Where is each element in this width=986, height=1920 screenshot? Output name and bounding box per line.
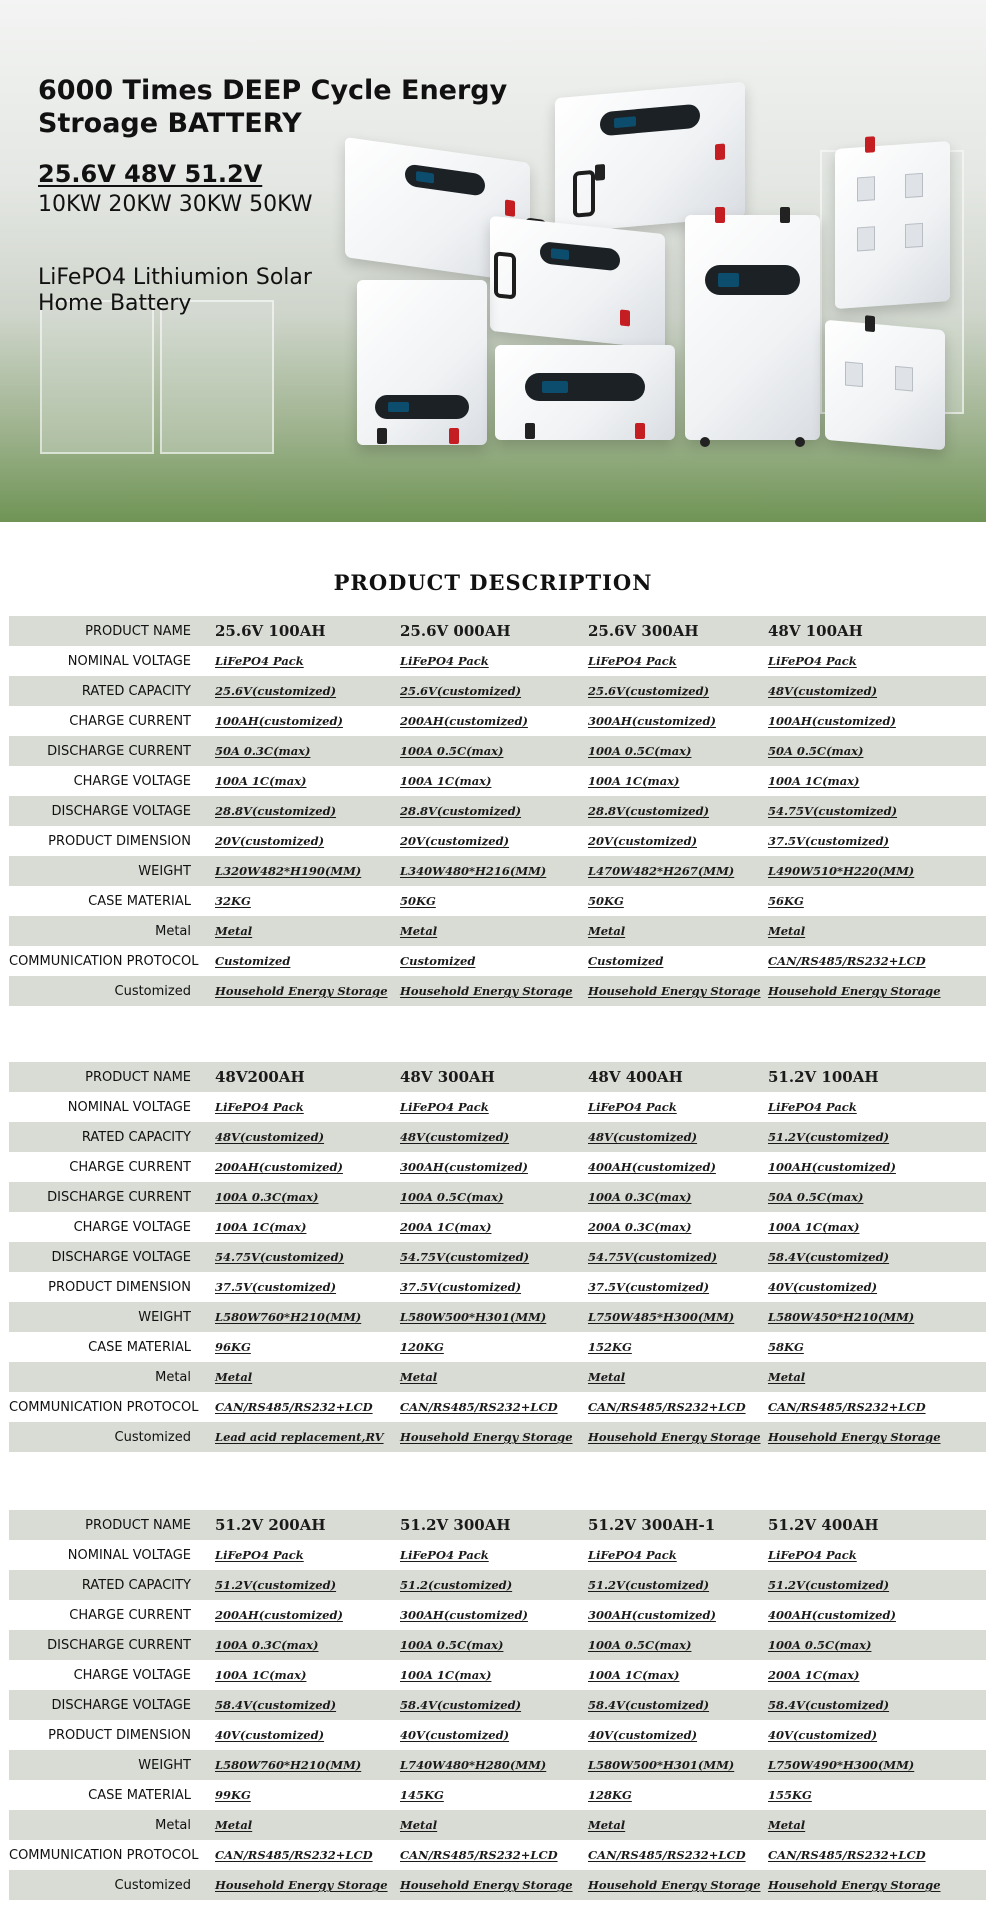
- table-row: [9, 916, 986, 946]
- spec-value-cell: 152KG: [588, 1340, 632, 1354]
- spec-value-cell: Household Energy Storage: [396, 1422, 584, 1452]
- spec-value-cell: Household Energy Storage: [396, 976, 584, 1006]
- spec-value-cell: L580W760*H210(MM): [211, 1750, 396, 1780]
- product-name-cell: 25.6V 100AH: [211, 616, 396, 646]
- terminal-black: [595, 164, 605, 181]
- row-label: RATED CAPACITY: [9, 1122, 211, 1152]
- row-label: WEIGHT: [9, 1302, 211, 1332]
- product-name-cell: 51.2V 300AH: [396, 1510, 584, 1540]
- spec-value-cell: CAN/RS485/RS232+LCD: [768, 954, 926, 968]
- spec-value-cell: 37.5V(customized): [215, 1280, 337, 1294]
- table-row: [9, 736, 986, 766]
- battery-vent: [895, 366, 913, 392]
- spec-value-cell: L580W760*H210(MM): [211, 1302, 396, 1332]
- spec-value-cell: 100A 0.5C(max): [396, 1182, 584, 1212]
- table-row: [9, 1092, 986, 1122]
- spec-value-cell: 54.75V(customized): [211, 1242, 396, 1272]
- row-label: RATED CAPACITY: [9, 676, 211, 706]
- spec-value-cell: Household Energy Storage: [396, 1870, 584, 1900]
- spec-value-cell: 300AH(customized): [588, 714, 716, 728]
- spec-value-cell: 145KG: [400, 1788, 444, 1802]
- spec-value-cell: 40V(customized): [400, 1728, 510, 1742]
- terminal-red: [635, 423, 645, 439]
- spec-value-cell: 200AH(customized): [215, 1160, 343, 1174]
- table-row: [9, 1212, 986, 1242]
- battery-image: [490, 216, 665, 349]
- spec-value-cell: 50A 0.5C(max): [764, 1182, 986, 1212]
- spec-value-cell: L320W482*H190(MM): [211, 856, 396, 886]
- battery-image: [825, 320, 945, 450]
- spec-value-cell: 200A 1C(max): [400, 1220, 492, 1234]
- spec-value-cell: L580W500*H301(MM): [584, 1750, 764, 1780]
- terminal-red: [715, 207, 725, 223]
- spec-value-cell: Household Energy Storage: [211, 1870, 396, 1900]
- hero-title: 6000 Times DEEP Cycle Energy Stroage BATTERY: [38, 75, 508, 139]
- spec-value-cell: 28.8V(customized): [584, 796, 764, 826]
- spec-value-cell: 100A 1C(max): [215, 1668, 307, 1682]
- spec-value-cell: 28.8V(customized): [396, 796, 584, 826]
- spec-value-cell: 400AH(customized): [768, 1608, 896, 1622]
- spec-value-cell: 58.4V(customized): [764, 1242, 986, 1272]
- battery-display: [600, 104, 700, 137]
- row-label: WEIGHT: [9, 1750, 211, 1780]
- spec-value-cell: 51.2V(customized): [584, 1570, 764, 1600]
- spec-value-cell: 28.8V(customized): [211, 796, 396, 826]
- table-spacer: [0, 1452, 986, 1510]
- row-label: PRODUCT DIMENSION: [48, 833, 191, 849]
- table-row: [9, 1540, 986, 1570]
- spec-value-cell: 100A 0.3C(max): [211, 1630, 396, 1660]
- row-label: DISCHARGE VOLTAGE: [9, 1690, 211, 1720]
- spec-value-cell: CAN/RS485/RS232+LCD: [588, 1400, 746, 1414]
- battery-image: [495, 345, 675, 440]
- spec-value-cell: Metal: [211, 916, 396, 946]
- spec-value-cell: 50A 0.3C(max): [211, 736, 396, 766]
- table-row: [9, 766, 986, 796]
- spec-value-cell: 37.5V(customized): [400, 1280, 522, 1294]
- table-row: [9, 976, 986, 1006]
- row-label: PRODUCT DIMENSION: [48, 1727, 191, 1743]
- spec-value-cell: Metal: [764, 916, 986, 946]
- spec-value-cell: CAN/RS485/RS232+LCD: [400, 1848, 558, 1862]
- row-label: Customized: [9, 1870, 211, 1900]
- table-row: [9, 1840, 986, 1870]
- spec-value-cell: Household Energy Storage: [584, 1422, 764, 1452]
- row-label: CHARGE CURRENT: [69, 713, 191, 729]
- section-title: PRODUCT DESCRIPTION: [333, 570, 653, 595]
- spec-value-cell: 100A 1C(max): [588, 1668, 680, 1682]
- battery-wheel: [700, 437, 710, 447]
- row-label: CHARGE VOLTAGE: [73, 1667, 191, 1683]
- row-label: DISCHARGE VOLTAGE: [9, 796, 211, 826]
- spec-table: [9, 1510, 986, 1900]
- row-label: NOMINAL VOLTAGE: [67, 1547, 191, 1563]
- table-row: [9, 1870, 986, 1900]
- spec-value-cell: 54.75V(customized): [584, 1242, 764, 1272]
- table-row: [9, 1690, 986, 1720]
- spec-value-cell: Metal: [584, 1810, 764, 1840]
- spec-value-cell: Metal: [584, 916, 764, 946]
- row-label: NOMINAL VOLTAGE: [67, 653, 191, 669]
- spec-value-cell: 100A 1C(max): [215, 774, 307, 788]
- table-row: [9, 1510, 986, 1540]
- hero-power: 10KW 20KW 30KW 50KW: [38, 192, 313, 217]
- battery-display: [375, 395, 469, 419]
- table-row: [9, 706, 986, 736]
- battery-image: [685, 215, 820, 440]
- table-row: [9, 1422, 986, 1452]
- spec-value-cell: 155KG: [768, 1788, 812, 1802]
- row-label: PRODUCT DIMENSION: [48, 1279, 191, 1295]
- battery-wheel: [795, 437, 805, 447]
- battery-vent: [845, 362, 863, 388]
- terminal-red: [505, 199, 515, 216]
- spec-value-cell: 128KG: [588, 1788, 632, 1802]
- table-row: [9, 1152, 986, 1182]
- table-row: [9, 826, 986, 856]
- table-row: [9, 1302, 986, 1332]
- spec-value-cell: Household Energy Storage: [764, 1422, 986, 1452]
- battery-display: [540, 241, 620, 271]
- table-row: [9, 1660, 986, 1690]
- spec-value-cell: LiFePO4 Pack: [588, 1100, 677, 1114]
- spec-value-cell: 400AH(customized): [588, 1160, 716, 1174]
- spec-value-cell: LiFePO4 Pack: [215, 1548, 304, 1562]
- battery-vent: [857, 226, 875, 251]
- product-name-cell: 48V 100AH: [764, 616, 986, 646]
- product-name-cell: 25.6V 300AH: [584, 616, 764, 646]
- table-row: [9, 1810, 986, 1840]
- table-row: [9, 646, 986, 676]
- table-spacer: [0, 1006, 986, 1062]
- spec-value-cell: Metal: [211, 1810, 396, 1840]
- battery-vent: [905, 223, 923, 248]
- row-label: PRODUCT NAME: [9, 616, 211, 646]
- spec-value-cell: Metal: [396, 1810, 584, 1840]
- row-label: WEIGHT: [9, 856, 211, 886]
- row-label: CHARGE CURRENT: [69, 1607, 191, 1623]
- hero-subtitle: LiFePO4 Lithiumion Solar Home Battery: [38, 265, 312, 316]
- spec-value-cell: 100A 0.5C(max): [396, 736, 584, 766]
- spec-value-cell: 100A 0.5C(max): [584, 736, 764, 766]
- spec-value-cell: LiFePO4 Pack: [400, 1100, 489, 1114]
- spec-value-cell: 96KG: [215, 1340, 251, 1354]
- table-row: [9, 1242, 986, 1272]
- battery-image: [357, 280, 487, 445]
- spec-value-cell: 50KG: [588, 894, 624, 908]
- spec-value-cell: 51.2V(customized): [211, 1570, 396, 1600]
- spec-value-cell: 100A 0.5C(max): [396, 1630, 584, 1660]
- row-label: COMMUNICATION PROTOCOL: [9, 953, 199, 969]
- spec-value-cell: 100A 1C(max): [215, 1220, 307, 1234]
- row-label: PRODUCT NAME: [9, 1062, 211, 1092]
- spec-value-cell: LiFePO4 Pack: [588, 1548, 677, 1562]
- spec-value-cell: 100A 0.3C(max): [211, 1182, 396, 1212]
- row-label: COMMUNICATION PROTOCOL: [9, 1399, 199, 1415]
- row-label: Customized: [9, 1422, 211, 1452]
- battery-vent: [857, 176, 875, 201]
- table-row: [9, 946, 986, 976]
- spec-value-cell: 20V(customized): [588, 834, 698, 848]
- product-name-cell: 48V 300AH: [396, 1062, 584, 1092]
- table-row: [9, 1600, 986, 1630]
- terminal-red: [620, 309, 630, 326]
- terminal-red: [715, 143, 725, 160]
- battery-image: [835, 141, 950, 309]
- spec-value-cell: 58.4V(customized): [396, 1690, 584, 1720]
- row-label: DISCHARGE CURRENT: [9, 1182, 211, 1212]
- spec-value-cell: Metal: [764, 1362, 986, 1392]
- row-label: CHARGE CURRENT: [69, 1159, 191, 1175]
- spec-value-cell: LiFePO4 Pack: [768, 1548, 857, 1562]
- terminal-red: [449, 428, 459, 444]
- spec-value-cell: CAN/RS485/RS232+LCD: [400, 1400, 558, 1414]
- battery-display: [705, 265, 800, 295]
- terminal-black: [780, 207, 790, 223]
- spec-value-cell: 100A 1C(max): [768, 774, 860, 788]
- spec-value-cell: 300AH(customized): [400, 1608, 528, 1622]
- terminal-black: [525, 423, 535, 439]
- spec-value-cell: 25.6V(customized): [396, 676, 584, 706]
- spec-value-cell: 120KG: [400, 1340, 444, 1354]
- spec-value-cell: 51.2V(customized): [764, 1570, 986, 1600]
- product-name-cell: 51.2V 400AH: [764, 1510, 986, 1540]
- row-label: DISCHARGE CURRENT: [9, 1630, 211, 1660]
- spec-value-cell: L340W480*H216(MM): [396, 856, 584, 886]
- spec-value-cell: 48V(customized): [764, 676, 986, 706]
- spec-value-cell: 25.6V(customized): [584, 676, 764, 706]
- table-row: [9, 1630, 986, 1660]
- spec-value-cell: 50A 0.5C(max): [764, 736, 986, 766]
- spec-value-cell: CAN/RS485/RS232+LCD: [215, 1848, 373, 1862]
- spec-value-cell: 37.5V(customized): [588, 1280, 710, 1294]
- spec-value-cell: L580W450*H210(MM): [764, 1302, 986, 1332]
- spec-value-cell: LiFePO4 Pack: [400, 1548, 489, 1562]
- spec-value-cell: Metal: [764, 1810, 986, 1840]
- row-label: CASE MATERIAL: [88, 1339, 191, 1355]
- spec-value-cell: 100A 0.3C(max): [584, 1182, 764, 1212]
- spec-value-cell: CAN/RS485/RS232+LCD: [215, 1400, 373, 1414]
- spec-value-cell: 40V(customized): [768, 1280, 878, 1294]
- terminal-black: [377, 428, 387, 444]
- spec-value-cell: 20V(customized): [215, 834, 325, 848]
- row-label: Customized: [9, 976, 211, 1006]
- spec-value-cell: 48V(customized): [211, 1122, 396, 1152]
- row-label: PRODUCT NAME: [9, 1510, 211, 1540]
- spec-value-cell: CAN/RS485/RS232+LCD: [768, 1848, 926, 1862]
- spec-value-cell: 58.4V(customized): [584, 1690, 764, 1720]
- spec-value-cell: 51.2V(customized): [764, 1122, 986, 1152]
- row-label: COMMUNICATION PROTOCOL: [9, 1847, 199, 1863]
- spec-value-cell: Household Energy Storage: [764, 976, 986, 1006]
- spec-value-cell: 50KG: [400, 894, 436, 908]
- background-window: [40, 300, 154, 454]
- spec-value-cell: 100A 0.5C(max): [584, 1630, 764, 1660]
- table-row: [9, 676, 986, 706]
- spec-value-cell: 200A 1C(max): [768, 1668, 860, 1682]
- spec-value-cell: Household Energy Storage: [584, 976, 764, 1006]
- spec-value-cell: LiFePO4 Pack: [768, 1100, 857, 1114]
- table-row: [9, 1332, 986, 1362]
- spec-value-cell: 300AH(customized): [588, 1608, 716, 1622]
- spec-tables: [0, 616, 986, 1900]
- spec-value-cell: 40V(customized): [768, 1728, 878, 1742]
- row-label: Metal: [9, 1362, 211, 1392]
- row-label: NOMINAL VOLTAGE: [67, 1099, 191, 1115]
- spec-value-cell: L580W500*H301(MM): [396, 1302, 584, 1332]
- spec-value-cell: L490W510*H220(MM): [764, 856, 986, 886]
- spec-value-cell: 48V(customized): [396, 1122, 584, 1152]
- battery-handle: [573, 170, 595, 218]
- table-row: [9, 1750, 986, 1780]
- spec-value-cell: 37.5V(customized): [768, 834, 890, 848]
- spec-value-cell: 100A 1C(max): [588, 774, 680, 788]
- table-row: [9, 1122, 986, 1152]
- spec-value-cell: Household Energy Storage: [764, 1870, 986, 1900]
- spec-value-cell: Metal: [396, 916, 584, 946]
- spec-value-cell: 100A 1C(max): [400, 1668, 492, 1682]
- table-row: [9, 1570, 986, 1600]
- spec-table: [9, 1062, 986, 1452]
- table-row: [9, 1272, 986, 1302]
- table-row: [9, 616, 986, 646]
- spec-value-cell: 200AH(customized): [215, 1608, 343, 1622]
- hero-voltages: 25.6V 48V 51.2V: [38, 160, 263, 188]
- spec-value-cell: 100A 1C(max): [400, 774, 492, 788]
- spec-table: [9, 616, 986, 1006]
- product-name-cell: 48V200AH: [211, 1062, 396, 1092]
- battery-display: [405, 163, 485, 196]
- hero-banner: [0, 0, 986, 522]
- table-row: [9, 1182, 986, 1212]
- terminal-black: [865, 315, 875, 332]
- spec-value-cell: 99KG: [215, 1788, 251, 1802]
- spec-value-cell: Household Energy Storage: [211, 976, 396, 1006]
- table-row: [9, 1362, 986, 1392]
- table-row: [9, 1062, 986, 1092]
- terminal-red: [865, 136, 875, 153]
- table-row: [9, 1720, 986, 1750]
- row-label: DISCHARGE VOLTAGE: [9, 1242, 211, 1272]
- table-row: [9, 796, 986, 826]
- row-label: CASE MATERIAL: [88, 1787, 191, 1803]
- spec-value-cell: 100AH(customized): [768, 1160, 896, 1174]
- spec-value-cell: 20V(customized): [400, 834, 510, 848]
- spec-value-cell: CAN/RS485/RS232+LCD: [768, 1400, 926, 1414]
- spec-value-cell: 40V(customized): [588, 1728, 698, 1742]
- spec-value-cell: 54.75V(customized): [396, 1242, 584, 1272]
- spec-value-cell: 200AH(customized): [400, 714, 528, 728]
- spec-value-cell: CAN/RS485/RS232+LCD: [588, 1848, 746, 1862]
- spec-value-cell: 58.4V(customized): [211, 1690, 396, 1720]
- spec-value-cell: 58KG: [768, 1340, 804, 1354]
- spec-value-cell: 48V(customized): [584, 1122, 764, 1152]
- table-row: [9, 1780, 986, 1810]
- spec-value-cell: 100AH(customized): [768, 714, 896, 728]
- spec-value-cell: 300AH(customized): [400, 1160, 528, 1174]
- spec-value-cell: L750W490*H300(MM): [764, 1750, 986, 1780]
- row-label: DISCHARGE CURRENT: [9, 736, 211, 766]
- spec-value-cell: 56KG: [768, 894, 804, 908]
- row-label: CHARGE VOLTAGE: [73, 773, 191, 789]
- table-row: [9, 1392, 986, 1422]
- spec-value-cell: L470W482*H267(MM): [584, 856, 764, 886]
- spec-value-cell: LiFePO4 Pack: [215, 1100, 304, 1114]
- spec-value-cell: 100AH(customized): [215, 714, 343, 728]
- battery-vent: [905, 173, 923, 198]
- spec-value-cell: 51.2(customized): [396, 1570, 584, 1600]
- spec-value-cell: 100A 1C(max): [768, 1220, 860, 1234]
- spec-value-cell: LiFePO4 Pack: [588, 654, 677, 668]
- row-label: CASE MATERIAL: [88, 893, 191, 909]
- spec-value-cell: Metal: [211, 1362, 396, 1392]
- product-name-cell: 25.6V 000AH: [396, 616, 584, 646]
- row-label: Metal: [9, 916, 211, 946]
- product-name-cell: 51.2V 200AH: [211, 1510, 396, 1540]
- spec-value-cell: L740W480*H280(MM): [396, 1750, 584, 1780]
- spec-value-cell: L750W485*H300(MM): [584, 1302, 764, 1332]
- row-label: Metal: [9, 1810, 211, 1840]
- spec-value-cell: 100A 0.5C(max): [764, 1630, 986, 1660]
- spec-value-cell: LiFePO4 Pack: [400, 654, 489, 668]
- spec-value-cell: LiFePO4 Pack: [215, 654, 304, 668]
- spec-value-cell: 40V(customized): [215, 1728, 325, 1742]
- spec-value-cell: 25.6V(customized): [211, 676, 396, 706]
- spec-value-cell: Metal: [396, 1362, 584, 1392]
- product-name-cell: 48V 400AH: [584, 1062, 764, 1092]
- product-name-cell: 51.2V 300AH-1: [584, 1510, 764, 1540]
- battery-display: [525, 373, 645, 401]
- spec-value-cell: Customized: [215, 954, 291, 968]
- spec-value-cell: Metal: [584, 1362, 764, 1392]
- row-label: CHARGE VOLTAGE: [73, 1219, 191, 1235]
- table-row: [9, 886, 986, 916]
- row-label: RATED CAPACITY: [9, 1570, 211, 1600]
- spec-value-cell: 200A 0.3C(max): [588, 1220, 692, 1234]
- spec-value-cell: Customized: [588, 954, 664, 968]
- spec-value-cell: 32KG: [215, 894, 251, 908]
- spec-value-cell: Lead acid replacement,RV: [211, 1422, 396, 1452]
- spec-value-cell: Customized: [400, 954, 476, 968]
- spec-value-cell: 58.4V(customized): [764, 1690, 986, 1720]
- spec-value-cell: LiFePO4 Pack: [768, 654, 857, 668]
- background-window: [160, 300, 274, 454]
- spec-value-cell: Household Energy Storage: [584, 1870, 764, 1900]
- battery-handle: [494, 251, 516, 299]
- spec-value-cell: 54.75V(customized): [764, 796, 986, 826]
- table-row: [9, 856, 986, 886]
- product-name-cell: 51.2V 100AH: [764, 1062, 986, 1092]
